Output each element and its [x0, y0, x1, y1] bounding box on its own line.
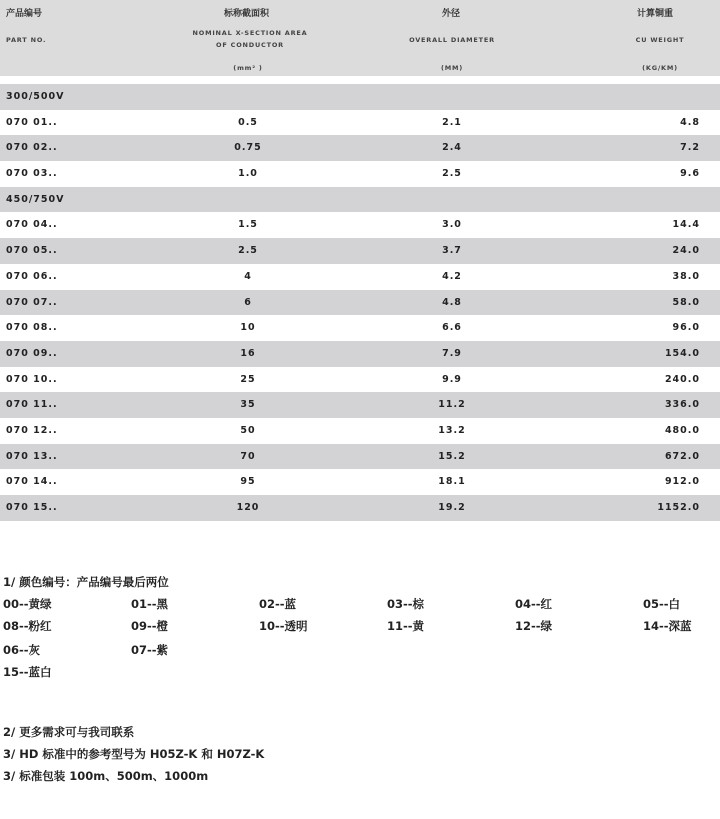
cell-weight: 38.0 — [672, 270, 700, 282]
cell-diameter: 3.7 — [442, 245, 462, 257]
cell-part-no: 070 12.. — [6, 424, 58, 436]
cell-area: 6 — [244, 296, 252, 308]
cell-area: 35 — [240, 399, 256, 411]
table-row — [0, 418, 720, 444]
cell-diameter: 9.9 — [442, 373, 462, 385]
color-code-item: 08--粉红 — [3, 619, 52, 633]
cell-part-no: 070 04.. — [6, 219, 58, 231]
cell-area: 0.75 — [234, 142, 262, 154]
cell-part-no: 070 09.. — [6, 347, 58, 359]
table-row — [0, 212, 720, 238]
cell-area: 1.0 — [238, 168, 258, 180]
table-row — [0, 238, 720, 264]
cell-diameter: 2.5 — [442, 168, 462, 180]
note-color-title: 1/ 颜色编号：产品编号最后两位 — [3, 575, 169, 589]
table-row — [0, 444, 720, 470]
table-row — [0, 110, 720, 136]
cell-area: 2.5 — [238, 245, 258, 257]
table-header — [0, 0, 720, 76]
header-part-no-cn: 产品编号 — [6, 9, 43, 19]
cell-part-no: 070 05.. — [6, 245, 58, 257]
table-row — [0, 264, 720, 290]
color-code-item: 09--橙 — [131, 619, 169, 633]
color-code-item: 00--黄绿 — [3, 597, 52, 611]
cell-area: 50 — [240, 424, 256, 436]
table-row — [0, 392, 720, 418]
color-code-item: 05--白 — [643, 597, 681, 611]
table-row — [0, 290, 720, 316]
note-packaging: 3/ 标准包装 100m、500m、1000m — [3, 769, 209, 783]
note-contact: 2/ 更多需求可与我司联系 — [3, 725, 135, 739]
cell-weight: 240.0 — [664, 373, 700, 385]
cell-diameter: 13.2 — [438, 424, 466, 436]
color-code-item: 02--蓝 — [259, 597, 297, 611]
table-row — [0, 84, 720, 110]
cell-weight: 4.8 — [680, 116, 700, 128]
cell-diameter: 4.8 — [442, 296, 462, 308]
table-body — [0, 84, 720, 521]
cell-area: 70 — [240, 450, 256, 462]
cell-area: 4 — [244, 270, 252, 282]
table-row — [0, 315, 720, 341]
cell-weight: 1152.0 — [657, 502, 700, 513]
table-row — [0, 495, 720, 521]
cell-diameter: 15.2 — [438, 450, 466, 462]
table-row — [0, 341, 720, 367]
cell-weight: 9.6 — [680, 168, 700, 180]
cell-area: 25 — [240, 373, 256, 385]
cell-part-no: 070 06.. — [6, 270, 58, 282]
cell-part-no: 070 13.. — [6, 450, 58, 462]
note-reference-model: 3/ HD 标准中的参考型号为 H05Z-K 和 H07Z-K — [3, 747, 265, 761]
cell-area: 95 — [240, 476, 256, 488]
cell-diameter: 2.1 — [442, 116, 462, 128]
cell-diameter: 18.1 — [438, 476, 466, 488]
header-part-no-en: PART NO. — [6, 36, 47, 44]
table-row — [0, 187, 720, 213]
cell-weight: 336.0 — [664, 399, 700, 411]
cell-weight: 480.0 — [664, 424, 700, 436]
cell-diameter: 2.4 — [442, 142, 462, 154]
color-code-item: 06--灰 — [3, 643, 41, 657]
cell-area: 16 — [240, 347, 256, 359]
cell-diameter: 19.2 — [438, 502, 466, 513]
cell-part-no: 070 07.. — [6, 296, 58, 308]
cell-diameter: 3.0 — [442, 219, 462, 231]
cell-weight: 14.4 — [672, 219, 700, 231]
cell-part-no: 070 01.. — [6, 116, 58, 128]
header-weight-cn: 计算铜重 — [637, 9, 674, 19]
header-diameter-unit: (MM) — [440, 64, 464, 72]
cell-weight: 672.0 — [664, 450, 700, 462]
color-code-item: 04--红 — [515, 597, 553, 611]
header-diameter-en: OVERALL DIAMETER — [409, 36, 495, 44]
cell-area: 1.5 — [238, 219, 258, 231]
header-area-unit: (mm² ) — [233, 64, 263, 72]
cell-part-no: 070 15.. — [6, 502, 58, 513]
cell-weight: 24.0 — [672, 245, 700, 257]
header-weight-unit: (KG/KM) — [642, 64, 678, 72]
cell-weight: 7.2 — [680, 142, 700, 154]
cell-part-no: 070 02.. — [6, 142, 58, 154]
cell-weight: 912.0 — [664, 476, 700, 488]
header-diameter-cn: 外径 — [442, 9, 461, 19]
color-code-item: 14--深蓝 — [643, 619, 692, 633]
table-row — [0, 135, 720, 161]
header-weight-en: CU WEIGHT — [635, 36, 685, 44]
cell-part-no: 070 11.. — [6, 399, 58, 411]
cell-part-no: 070 10.. — [6, 373, 58, 385]
cell-diameter: 6.6 — [442, 322, 462, 334]
color-code-item: 11--黄 — [387, 619, 425, 633]
cell-part-no: 070 03.. — [6, 168, 58, 180]
color-code-item: 07--紫 — [131, 643, 169, 657]
cell-part-no: 070 08.. — [6, 322, 58, 334]
cell-weight: 58.0 — [672, 296, 700, 308]
header-area-en-2: OF CONDUCTOR — [216, 41, 284, 49]
table-row — [0, 367, 720, 393]
table-row — [0, 469, 720, 495]
cell-diameter: 4.2 — [442, 270, 462, 282]
cell-part-no: 300/500V — [6, 91, 65, 102]
color-code-item: 03--棕 — [387, 597, 425, 611]
cell-part-no: 450/750V — [6, 193, 65, 205]
color-code-item: 01--黑 — [131, 597, 169, 611]
color-code-item: 12--绿 — [515, 619, 553, 633]
cell-area: 10 — [240, 322, 256, 334]
header-area-cn: 标称截面积 — [224, 9, 270, 19]
color-code-item: 15--蓝白 — [3, 665, 52, 679]
cell-weight: 154.0 — [664, 347, 700, 359]
cell-part-no: 070 14.. — [6, 476, 58, 488]
cell-area: 0.5 — [238, 116, 258, 128]
cell-area: 120 — [236, 502, 260, 513]
cell-weight: 96.0 — [672, 322, 700, 334]
cell-diameter: 7.9 — [442, 347, 462, 359]
header-area-en-1: NOMINAL X-SECTION AREA — [192, 29, 308, 37]
cell-diameter: 11.2 — [438, 399, 466, 411]
color-code-item: 10--透明 — [259, 619, 308, 633]
table-row — [0, 161, 720, 187]
